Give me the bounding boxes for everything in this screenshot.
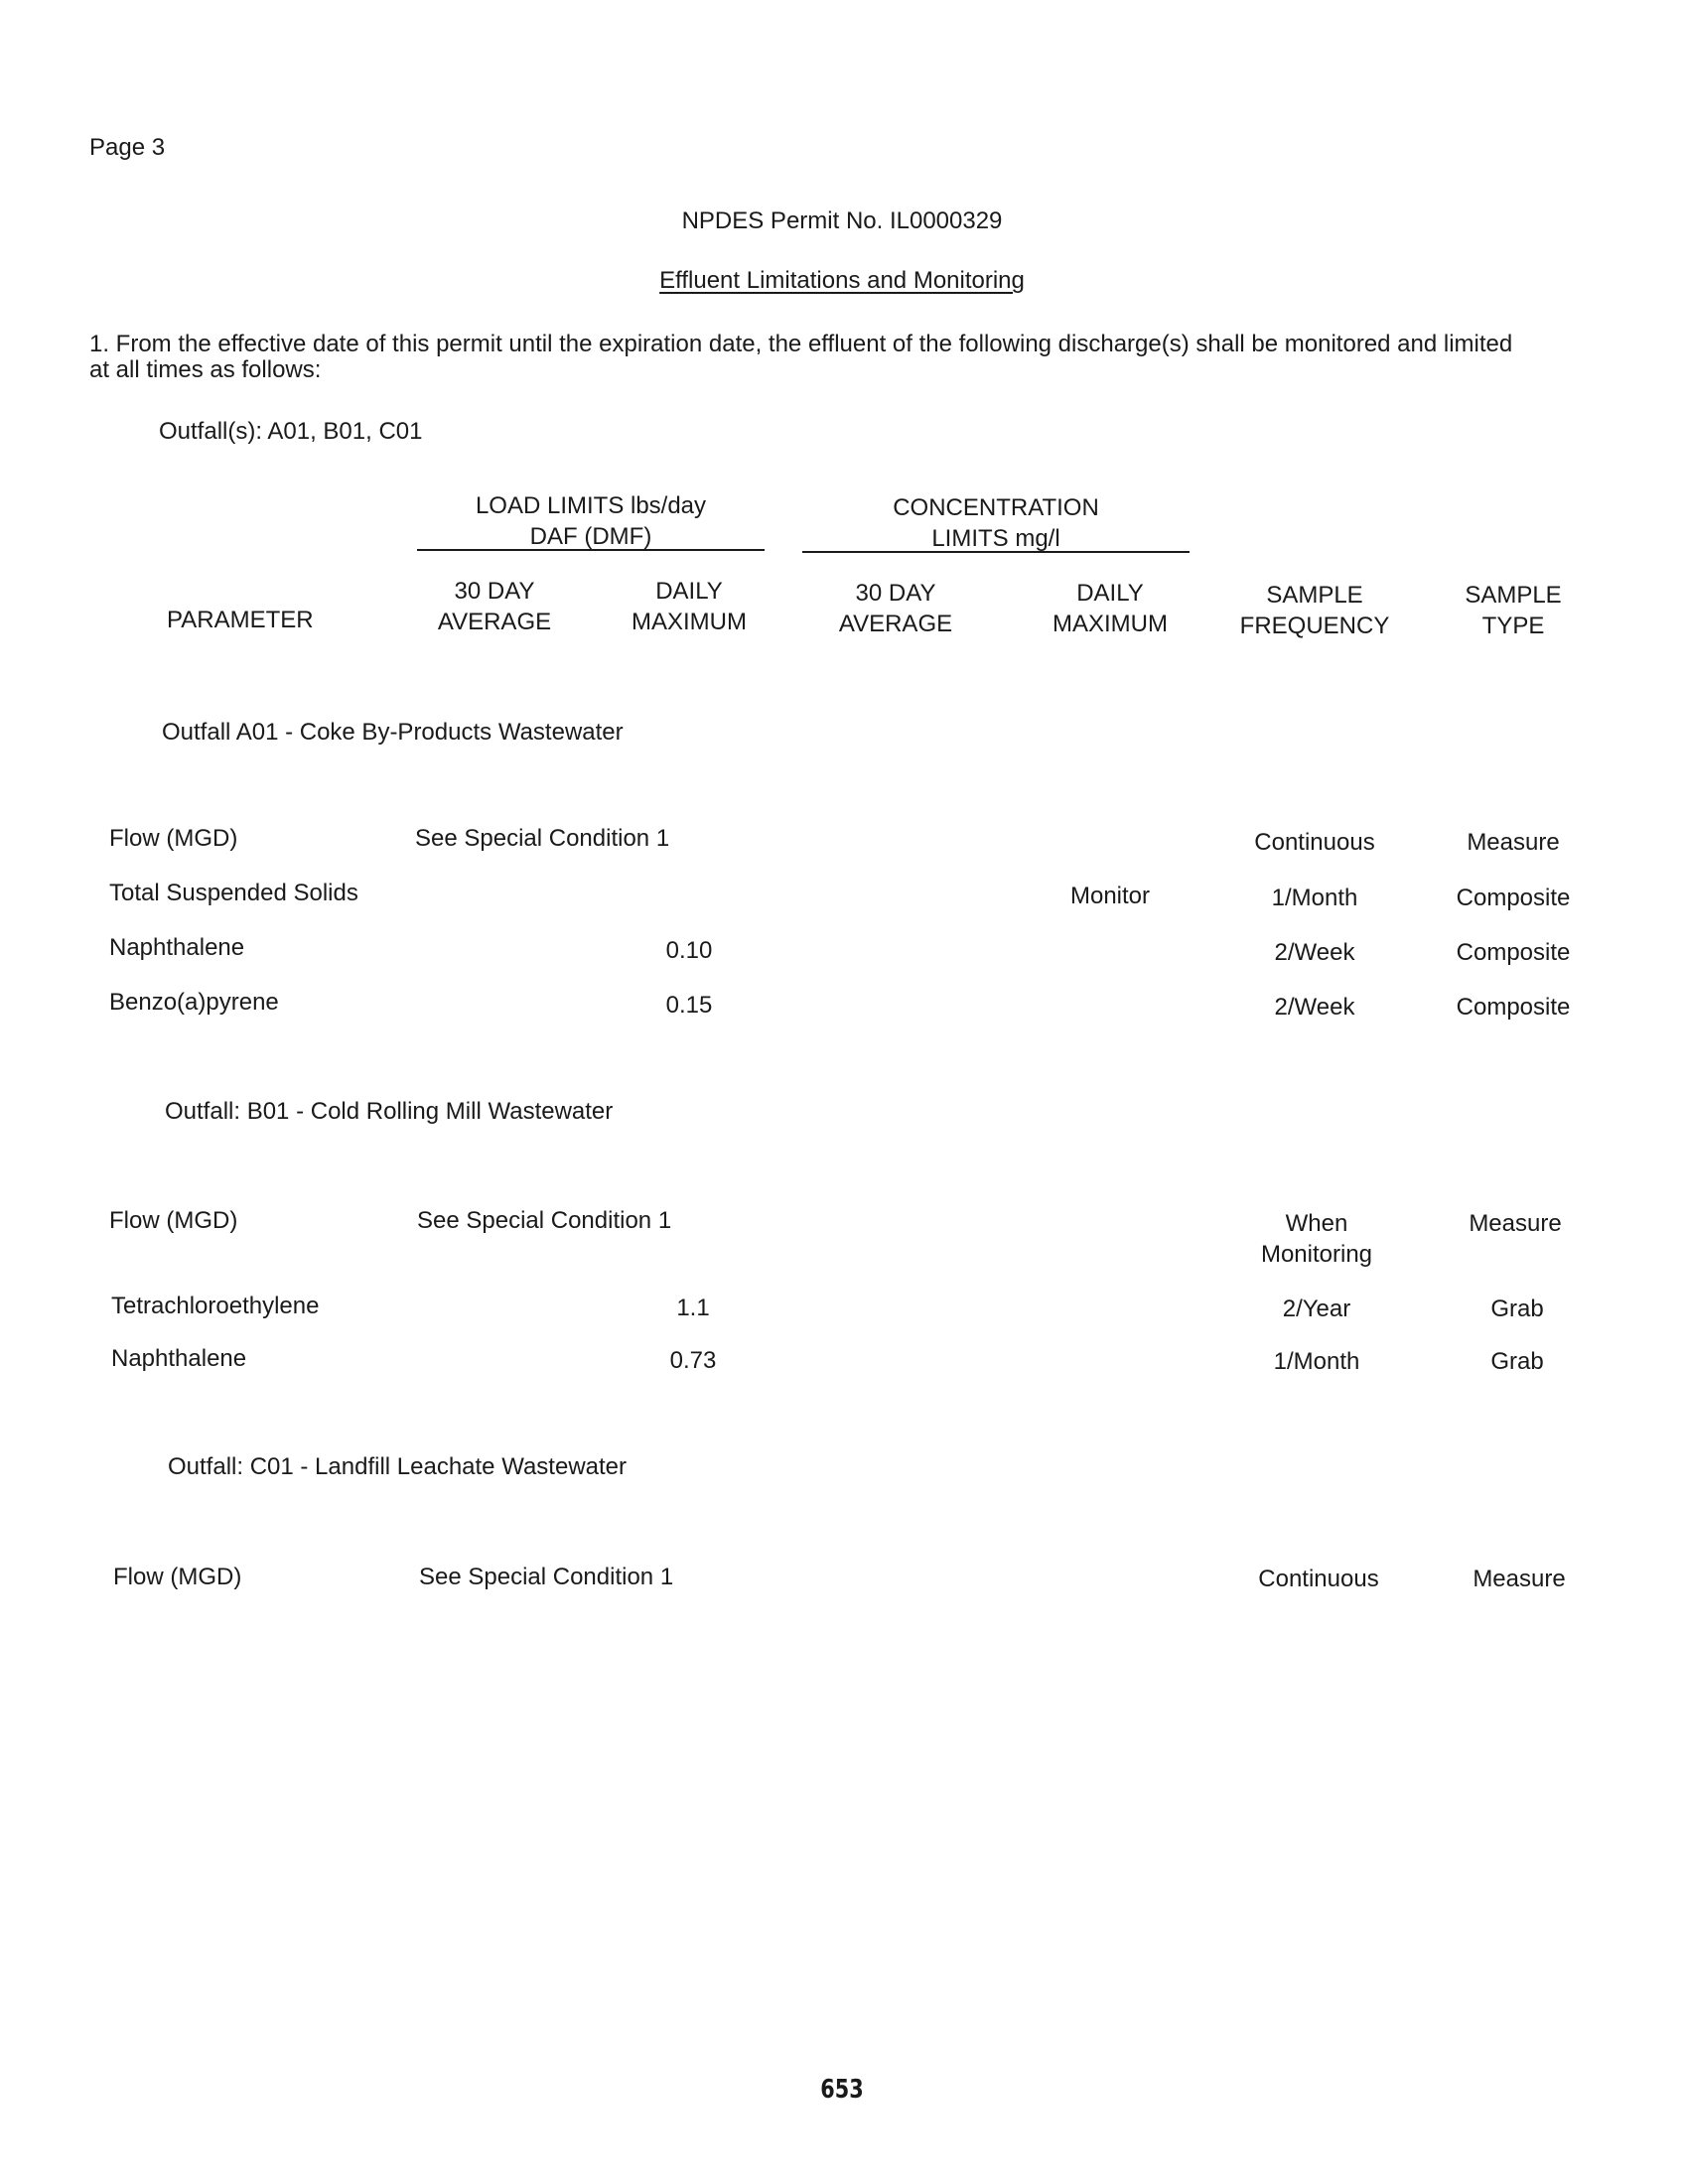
a01-naphthalene-frequency: 2/Week xyxy=(1274,939,1355,966)
section-title-b01: Outfall: B01 - Cold Rolling Mill Wastewater xyxy=(165,1098,614,1125)
b01-flow-type: Measure xyxy=(1469,1210,1562,1237)
a01-naphthalene-load-daily-max: 0.10 xyxy=(665,937,713,964)
c01-flow-parameter: Flow (MGD) xyxy=(113,1564,242,1590)
c01-flow-type: Measure xyxy=(1473,1566,1566,1592)
a01-benzo-frequency: 2/Week xyxy=(1274,994,1355,1021)
a01-naphthalene-parameter: Naphthalene xyxy=(109,934,245,961)
a01-flow-note: See Special Condition 1 xyxy=(415,825,670,852)
concentration-heading: CONCENTRATION xyxy=(893,494,1099,521)
b01-naphthalene-parameter: Naphthalene xyxy=(111,1345,247,1372)
a01-tss-parameter: Total Suspended Solids xyxy=(109,880,358,906)
b01-tetrachloroethylene-frequency: 2/Year xyxy=(1282,1296,1351,1322)
sample-type-header-line1: SAMPLE xyxy=(1465,582,1562,609)
a01-benzo-type: Composite xyxy=(1456,994,1571,1021)
load-30-day-average-header xyxy=(415,576,574,637)
load-30-day-average-header-line1: 30 DAY xyxy=(454,578,535,605)
page-label: Page 3 xyxy=(89,134,166,161)
sample-type-header xyxy=(1434,580,1593,641)
page-number: 653 xyxy=(820,2075,864,2105)
load-limits-subheading: DAF (DMF) xyxy=(529,523,652,550)
conc-30-day-average-header xyxy=(816,578,975,639)
load-limits-rule xyxy=(417,549,765,551)
c01-flow-frequency: Continuous xyxy=(1258,1566,1379,1592)
load-limits-heading: LOAD LIMITS lbs/day xyxy=(475,492,707,519)
a01-flow-parameter: Flow (MGD) xyxy=(109,825,238,852)
c01-flow-note: See Special Condition 1 xyxy=(419,1564,674,1590)
a01-flow-frequency: Continuous xyxy=(1254,829,1375,856)
a01-flow-type: Measure xyxy=(1467,829,1560,856)
intro-line-2: at all times as follows: xyxy=(89,356,322,383)
a01-naphthalene-type: Composite xyxy=(1456,939,1571,966)
b01-flow-frequency-line2: Monitoring xyxy=(1260,1241,1373,1268)
outfalls-list: Outfall(s): A01, B01, C01 xyxy=(159,418,423,445)
b01-naphthalene-type: Grab xyxy=(1490,1348,1544,1375)
b01-flow-note: See Special Condition 1 xyxy=(417,1207,672,1234)
sample-frequency-header-line2: FREQUENCY xyxy=(1239,613,1390,639)
conc-30-day-average-header-line2: AVERAGE xyxy=(838,611,953,637)
conc-30-day-average-header-line1: 30 DAY xyxy=(855,580,936,607)
b01-naphthalene-frequency: 1/Month xyxy=(1273,1348,1360,1375)
concentration-subheading: LIMITS mg/l xyxy=(931,525,1060,552)
b01-naphthalene-load-daily-max: 0.73 xyxy=(669,1347,717,1374)
b01-flow-frequency-line1: When xyxy=(1285,1210,1348,1237)
b01-flow-frequency xyxy=(1227,1208,1406,1270)
parameter-column-header: PARAMETER xyxy=(167,607,314,633)
b01-flow-parameter: Flow (MGD) xyxy=(109,1207,238,1234)
sample-type-header-line2: TYPE xyxy=(1481,613,1545,639)
section-title-a01: Outfall A01 - Coke By-Products Wastewater xyxy=(162,719,624,746)
load-30-day-average-header-line2: AVERAGE xyxy=(437,609,552,635)
a01-tss-frequency: 1/Month xyxy=(1271,885,1358,911)
permit-number: NPDES Permit No. IL0000329 xyxy=(681,207,1003,234)
concentration-rule xyxy=(802,551,1190,553)
a01-benzo-parameter: Benzo(a)pyrene xyxy=(109,989,279,1016)
load-daily-maximum-header xyxy=(610,576,769,637)
a01-benzo-load-daily-max: 0.15 xyxy=(665,992,713,1019)
sample-frequency-header-line1: SAMPLE xyxy=(1266,582,1363,609)
conc-daily-maximum-header xyxy=(1031,578,1190,639)
a01-tss-conc-daily-max: Monitor xyxy=(1069,883,1151,909)
section-title-c01: Outfall: C01 - Landfill Leachate Wastewater xyxy=(168,1453,628,1480)
intro-line-1: 1. From the effective date of this permit until the expiration date, the effluent of the following discharge(s) shall be monitored and limited xyxy=(89,331,1513,357)
conc-daily-maximum-header-line1: DAILY xyxy=(1076,580,1144,607)
sample-frequency-header xyxy=(1225,580,1404,641)
b01-tetrachloroethylene-parameter: Tetrachloroethylene xyxy=(111,1293,320,1319)
conc-daily-maximum-header-line2: MAXIMUM xyxy=(1052,611,1168,637)
load-daily-maximum-header-line1: DAILY xyxy=(655,578,723,605)
load-daily-maximum-header-line2: MAXIMUM xyxy=(632,609,747,635)
a01-tss-type: Composite xyxy=(1456,885,1571,911)
b01-tetrachloroethylene-load-daily-max: 1.1 xyxy=(676,1295,710,1321)
b01-tetrachloroethylene-type: Grab xyxy=(1490,1296,1544,1322)
section-title: Effluent Limitations and Monitoring xyxy=(659,267,1025,294)
